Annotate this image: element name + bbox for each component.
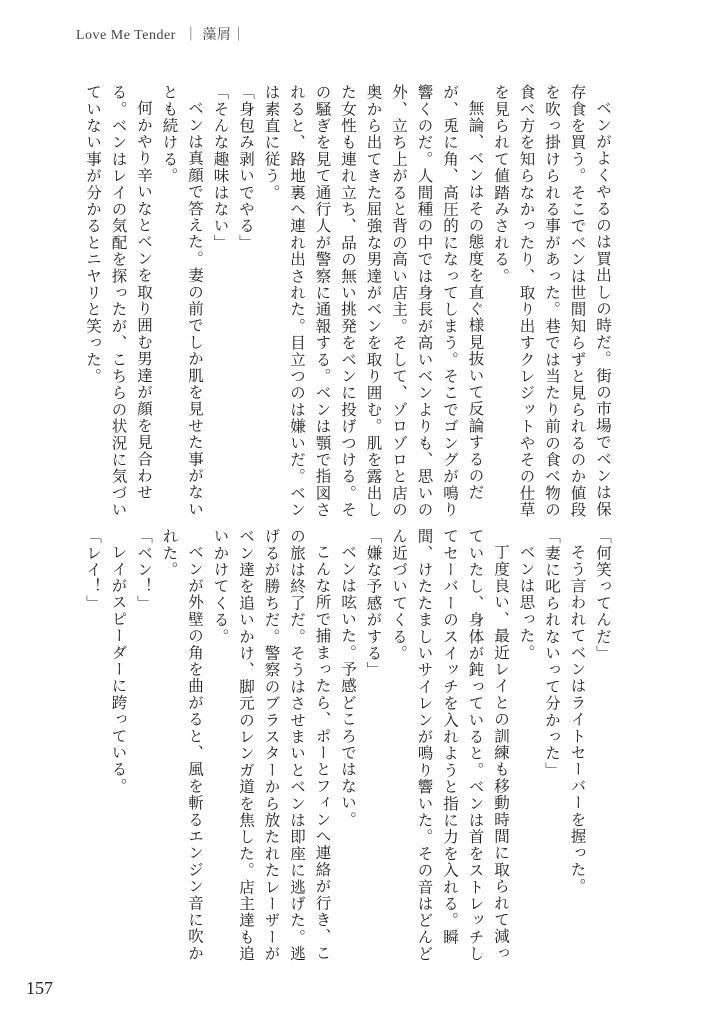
paragraph: 丁度良い、最近レイとの訓練も移動時間に取られて減っていたし、身体が鈍っていると。ベンは首をストレッチしてセーバーのスイッチを入れようと指に力を入れる。瞬間、けたたましいサイレンが鳴り響いた。その音はどんどん近づいてくる。 [390, 528, 510, 963]
dialogue-line: 「身包み剥いでやる」 [237, 84, 255, 251]
book-title: Love Me Tender [76, 28, 176, 43]
dialogue-line: 「嫌な予感がする」 [364, 528, 383, 679]
author-name: 藻屑 [202, 28, 232, 43]
running-header [76, 24, 246, 44]
paragraph: ベンは思った。 [517, 543, 536, 661]
dialogue-line: 「ベン！」 [135, 528, 153, 612]
dialogue-line: 「何笑ってんだ」 [594, 528, 612, 662]
dialogue-line: 「そんな趣味はない」 [211, 84, 230, 251]
dialogue-line: 「レイ！」 [84, 528, 102, 612]
paragraph: こんな所で捕まったら、ポーとフィンへ連絡が行き、この旅は終了だ。そうはさせまいとベンは即座に逃げた。逃げるが勝ちだ。警察のブラスターから放たれたレーザーがベン達を追いかけ、脚元のレンガ道を焦した。店主達も追いかけてくる。 [211, 528, 332, 963]
paragraph: ベンは呟いた。予感どころではない。 [339, 543, 357, 828]
header-separator: ｜ [183, 28, 199, 43]
paragraph: そう言われてベンはライトセーバーを握った。 [568, 543, 587, 895]
paragraph: 無論、ベンはその態度を直ぐ様見抜いて反論するのだが、兎に角、高圧的になってしまう。そこでゴングが鳴り響くのだ。人間種の中では身長が高いベンよりも、思いの外、立ち上がると背の高い店主。そして、ゾロゾロと店の奥から出てきた屈強な男達がベンを取り囲む。肌を露出した女性も連れ立ち、品の無い挑発をベンに投げつける。その騒ぎを見て通行人が警察に通報する。ベンは顎で指図されると、路地裏へ連れ出された。目立つのは嫌いだ。ベンは素直に従う。 [262, 84, 485, 519]
upper-text-block [80, 84, 616, 524]
page-number: 157 [26, 978, 53, 998]
paragraph: レイがスピーダーに跨っている。 [109, 543, 128, 794]
dialogue-line: 「妻に叱られないって分かった」 [543, 528, 561, 779]
paragraph: ベンは真顔で答えた。妻の前でしか肌を見せた事がないとも続ける。 [160, 84, 204, 517]
paragraph: ベンが外壁の角を曲がると、風を斬るエンジン音に吹かれた。 [160, 528, 204, 961]
paragraph: 何かやり辛いなとベンを取り囲む男達が顔を見合わせる。ベンはレイの気配を探ったが、こちらの状況に気づいていない事が分かるとニヤリと笑った。 [84, 84, 153, 519]
header-separator-end: ｜ [231, 28, 246, 43]
lower-text-block [80, 528, 616, 968]
paragraph: ベンがよくやるのは買出しの時だ。街の市場でベンは保存食を買う。そこでベンは世間知らずと見られるのか値段を吹っ掛けられる事があった。巷では当たり前の食べ物の食べ方を知らなかったり、取り出すクレジットやその仕草を見られて値踏みされる。 [492, 84, 612, 519]
